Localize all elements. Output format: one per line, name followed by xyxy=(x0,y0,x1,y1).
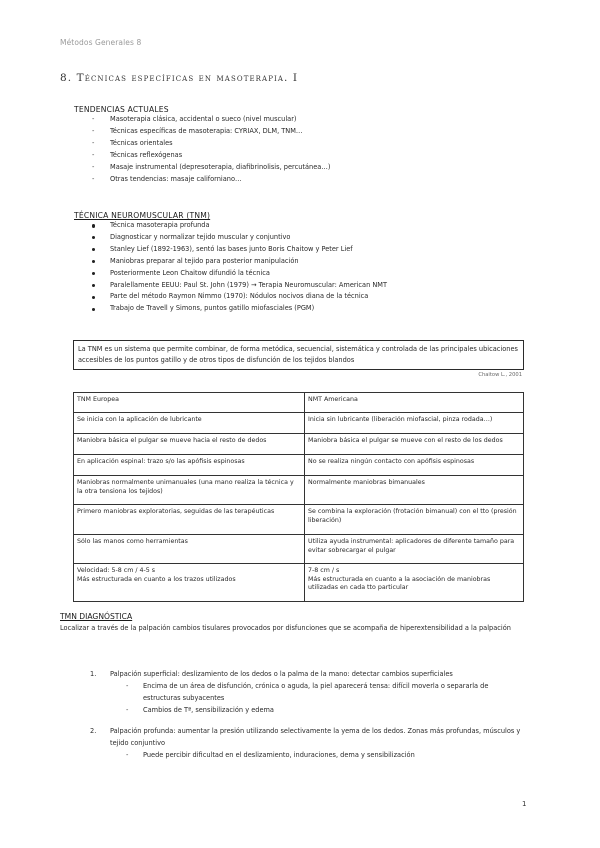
sub-list xyxy=(126,680,525,716)
tnm-list xyxy=(74,220,387,315)
list-item: - Otras tendencias: masaje californiano… xyxy=(74,174,330,186)
list-item: Posteriormente Leon Chaitow difundió la técnica xyxy=(74,268,387,280)
diagnostica-intro: Localizar a través de la palpación cambios tisulares provocados por disfunciones que se acompaña de hiperextensibilidad a la palpación xyxy=(60,624,511,632)
definition-box xyxy=(73,340,524,370)
table-row xyxy=(74,455,524,476)
list-item: Paralellamente EEUU: Paul St. John (1979) → Terapia Neuromuscular: American NMT xyxy=(74,280,387,292)
list-item: Parte del método Raymon Nimmo (1970): Nódulos nocivos diana de la técnica xyxy=(74,291,387,303)
table-row xyxy=(74,505,524,535)
list-item: - Técnicas reflexógenas xyxy=(74,150,330,162)
table-cell: No se realiza ningún contacto con apófisis espinosas xyxy=(305,455,524,476)
sub-list xyxy=(126,749,525,761)
sub-list-item: - Puede percibir dificultad en el deslizamiento, induraciones, dema y sensibilización xyxy=(126,749,525,761)
table-cell: Inicia sin lubricante (liberación miofascial, pinza rodada…) xyxy=(305,413,524,434)
table-row xyxy=(74,564,524,602)
tendencias-heading: TENDENCIAS ACTUALES xyxy=(74,105,169,114)
list-item: - Técnicas específicas de masoterapia: CYRIAX, DLM, TNM… xyxy=(74,126,330,138)
table-cell: Maniobra básica el pulgar se mueve hacia el resto de dedos xyxy=(74,434,305,455)
list-item: Maniobras preparar al tejido para posterior manipulación xyxy=(74,256,387,268)
page-header: Métodos Generales 8 xyxy=(60,38,142,47)
table-cell: Velocidad: 5-8 cm / 4-5 s Más estructurada en cuanto a los trazos utilizados xyxy=(74,564,305,602)
definition-text: La TNM es un sistema que permite combinar, de forma metódica, secuencial, sistemática y controlada de las principales ubicaciones accesibles de los puntos gatillo y de otros tipos de disfunción de los tejidos blandos xyxy=(78,345,518,364)
numbered-item xyxy=(90,668,525,716)
item-text: Palpación superficial: deslizamiento de los dedos o la palma de la mano: detectar cambios superficiales xyxy=(110,670,453,678)
table-row xyxy=(74,476,524,505)
list-item: Técnica masoterapia profunda xyxy=(74,220,387,232)
table-cell: Maniobras normalmente unimanuales (una mano realiza la técnica y la otra tensiona los tejidos) xyxy=(74,476,305,505)
chapter-title: 8. Técnicas específicas en masoterapia. I xyxy=(60,72,299,84)
table-cell: 7-8 cm / s Más estructurada en cuanto a la asociación de maniobras utilizadas en cada tto particular xyxy=(305,564,524,602)
table-cell: Se inicia con la aplicación de lubricante xyxy=(74,413,305,434)
item-number: 1. xyxy=(90,670,97,678)
table-cell: Utiliza ayuda instrumental: aplicadores de diferente tamaño para evitar sobrecargar el pulgar xyxy=(305,535,524,564)
table-row xyxy=(74,535,524,564)
list-item: - Masaje instrumental (depresoterapia, diafibrinolisis, percutánea…) xyxy=(74,162,330,174)
sub-list-item: - Cambios de Tª, sensibilización y edema xyxy=(126,704,525,716)
item-text: Palpación profunda: aumentar la presión utilizando selectivamente la yema de los dedos. Zonas más profundas, músculos y tejido conjuntivo xyxy=(110,727,521,747)
list-item: - Técnicas orientales xyxy=(74,138,330,150)
sub-list-item: - Encima de un área de disfunción, crónica o aguda, la piel aparecerá tensa: difícil moverla o separarla de estructuras subyacentes xyxy=(126,680,525,704)
table-cell: Sólo las manos como herramientas xyxy=(74,535,305,564)
list-item: Trabajo de Travell y Simons, puntos gatillo miofasciales (PGM) xyxy=(74,303,387,315)
tnm-heading: TÉCNICA NEUROMUSCULAR (TNM) xyxy=(74,211,211,220)
page-number: 1 xyxy=(522,800,527,808)
numbered-item xyxy=(90,725,525,761)
list-item: Diagnosticar y normalizar tejido muscular y conjuntivo xyxy=(74,232,387,244)
item-number: 2. xyxy=(90,727,97,735)
comparison-table xyxy=(73,392,524,602)
table-row xyxy=(74,434,524,455)
list-item: Stanley Lief (1892-1963), sentó las bases junto Boris Chaitow y Peter Lief xyxy=(74,244,387,256)
table-header-cell: TNM Europea xyxy=(74,393,305,413)
table-cell: Normalmente maniobras bimanuales xyxy=(305,476,524,505)
table-header-cell: NMT Americana xyxy=(305,393,524,413)
table-cell: Primero maniobras exploratorias, seguidas de las terapéuticas xyxy=(74,505,305,535)
list-item: - Masoterapia clásica, accidental o sueco (nivel muscular) xyxy=(74,114,330,126)
table-cell: En aplicación espinal: trazo s/o las apófisis espinosas xyxy=(74,455,305,476)
table-cell: Maniobra básica el pulgar se mueve con el resto de los dedos xyxy=(305,434,524,455)
diagnostica-heading: TMN DIAGNÓSTICA xyxy=(60,612,133,621)
table-header-row xyxy=(74,393,524,413)
definition-citation: Chaitow L., 2001 xyxy=(478,372,522,378)
table-row xyxy=(74,413,524,434)
tendencias-list xyxy=(74,114,330,185)
table-cell: Se combina la exploración (frotación bimanual) con el tto (presión liberación) xyxy=(305,505,524,535)
